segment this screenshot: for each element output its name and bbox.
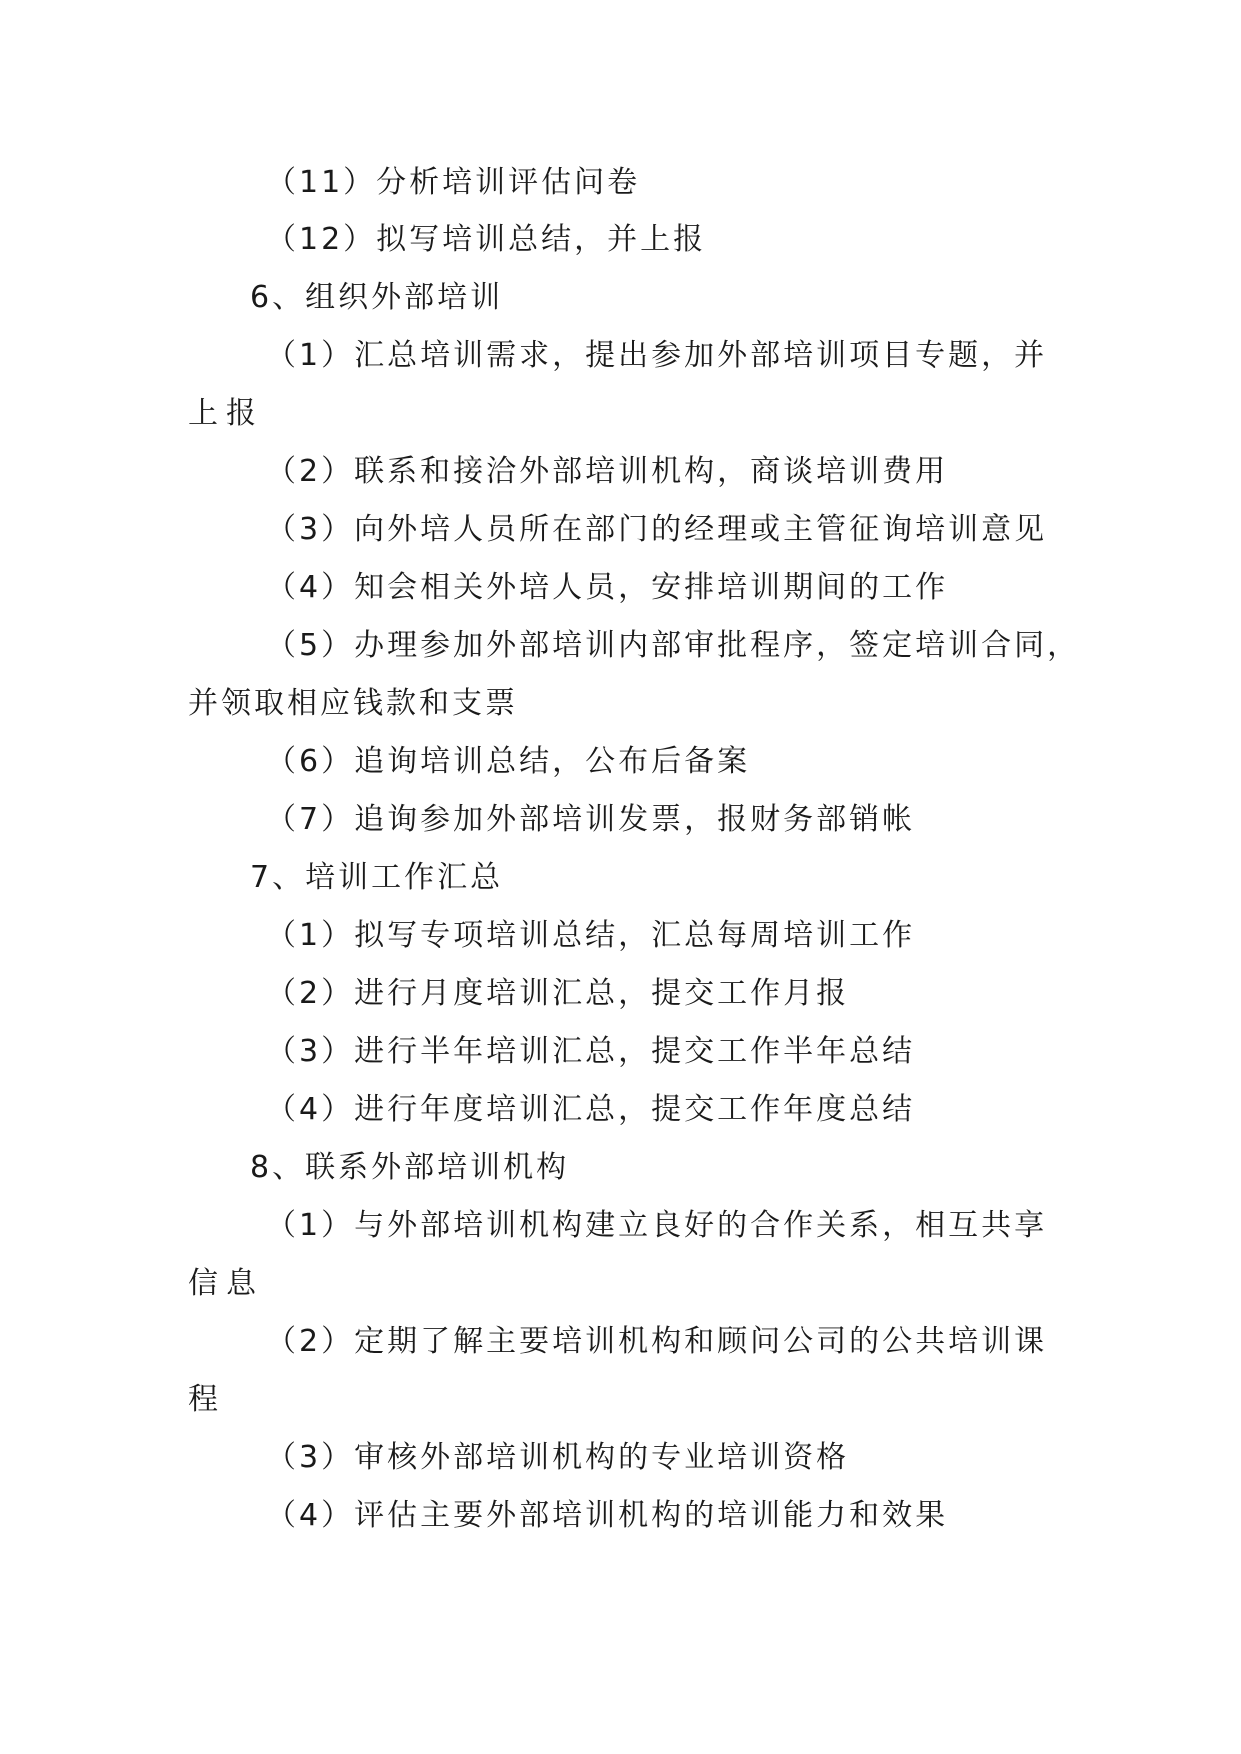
section-heading: 8、联系外部培训机构 [250,1150,570,1185]
list-item: （7）追询参加外部培训发票，报财务部销帐 [266,802,916,837]
list-item: （4）进行年度培训汇总，提交工作年度总结 [266,1092,916,1127]
list-item: （2）联系和接洽外部培训机构，商谈培训费用 [266,454,949,489]
list-item: （3）向外培人员所在部门的经理或主管征询培训意见 [266,512,1048,547]
list-item: （3）进行半年培训汇总，提交工作半年总结 [266,1034,916,1069]
list-item: （4）知会相关外培人员，安排培训期间的工作 [266,570,949,605]
list-item-continuation: 程 [188,1382,221,1417]
section-heading: 6、组织外部培训 [250,280,504,315]
list-item: （12）拟写培训总结，并上报 [266,222,707,257]
list-item: （5）办理参加外部培训内部审批程序，签定培训合同， [266,628,1081,663]
list-item: （1）拟写专项培训总结，汇总每周培训工作 [266,918,916,953]
list-item-continuation: 信息 [188,1266,264,1301]
list-item: （3）审核外部培训机构的专业培训资格 [266,1440,850,1475]
list-item-continuation: 上报 [188,396,264,431]
section-heading: 7、培训工作汇总 [250,860,504,895]
list-item: （2）定期了解主要培训机构和顾问公司的公共培训课 [266,1324,1048,1359]
list-item: （4）评估主要外部培训机构的培训能力和效果 [266,1498,949,1533]
list-item: （11）分析培训评估问卷 [266,165,641,200]
list-item: （6）追询培训总结，公布后备案 [266,744,751,779]
list-item-continuation: 并领取相应钱款和支票 [188,686,518,721]
list-item: （2）进行月度培训汇总，提交工作月报 [266,976,850,1011]
list-item: （1）汇总培训需求，提出参加外部培训项目专题，并 [266,338,1048,373]
list-item: （1）与外部培训机构建立良好的合作关系，相互共享 [266,1208,1048,1243]
